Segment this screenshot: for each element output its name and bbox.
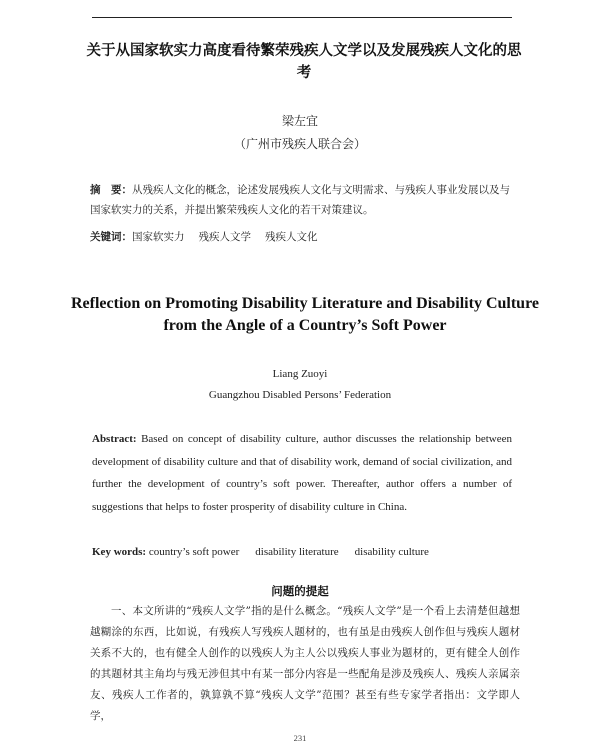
english-keywords-label: Key words: [92,546,147,558]
chinese-keywords [90,229,518,244]
page-number: 231 [293,733,307,743]
chinese-author: 梁左宜 [281,114,318,128]
chinese-abstract-label: 摘 要： [90,184,132,196]
english-keyword: disability culture [354,546,429,558]
chinese-affiliation: （广州市残疾人联合会） [233,137,366,151]
english-affiliation: Guangzhou Disabled Persons’ Federation [208,389,392,401]
section-heading: 问题的提起 [271,584,329,598]
body-paragraph: 一、本文所讲的“残疾人文学”指的是什么概念。“残疾人文学”是一个看上去清楚但越想越糊涂的东西，比如说，有残疾人写残疾人题材的，也有虽是由残疾人创作但与残疾人题材关系不大的，也有健全人创作的以残疾人为主人公以残疾人事业为题材的，更有健全人创作的其题材其主角均与残无涉但其中有某一部分内容是一些配角是涉及残疾人、残疾人亲属亲友、残疾人工作者的，孰算孰不算“残疾人文学”范围？甚至有些专家学者指出：文学即人学， [90,605,520,722]
english-keywords [92,546,512,558]
chinese-title: 关于从国家软实力高度看待繁荣残疾人文学以及发展残疾人文化的思考 [86,43,522,81]
english-title: Reflection on Promoting Disability Literature and Disability Culture from the Angle of a Country’s Soft Power [71,295,539,334]
chinese-keyword: 残疾人文化 [265,231,318,243]
chinese-keywords-label: 关键词： [90,231,132,243]
english-keyword: disability literature [255,546,339,558]
english-author: Liang Zuoyi [272,368,328,380]
chinese-keyword: 国家软实力 [132,231,185,243]
chinese-abstract-text: 从残疾人文化的概念，论述发展残疾人文化与文明需求、与残疾人事业发展以及与国家软实力的关系，并提出繁荣残疾人文化的若干对策建议。 [90,184,510,216]
chinese-abstract [90,180,518,220]
english-keyword: country’s soft power [148,546,240,558]
english-abstract [92,428,512,518]
english-abstract-label: Abstract: [92,433,137,445]
header-rule [92,17,512,18]
english-abstract-text: Based on concept of disability culture, author discusses the relationship between development of disability culture and that of disability work, demand of social civilization, and further the development of country’s soft power. Thereafter, author offers a number of suggestions that helps to foster prosperity of disability culture in China. [92,433,513,513]
chinese-keyword: 残疾人文学 [198,231,251,243]
